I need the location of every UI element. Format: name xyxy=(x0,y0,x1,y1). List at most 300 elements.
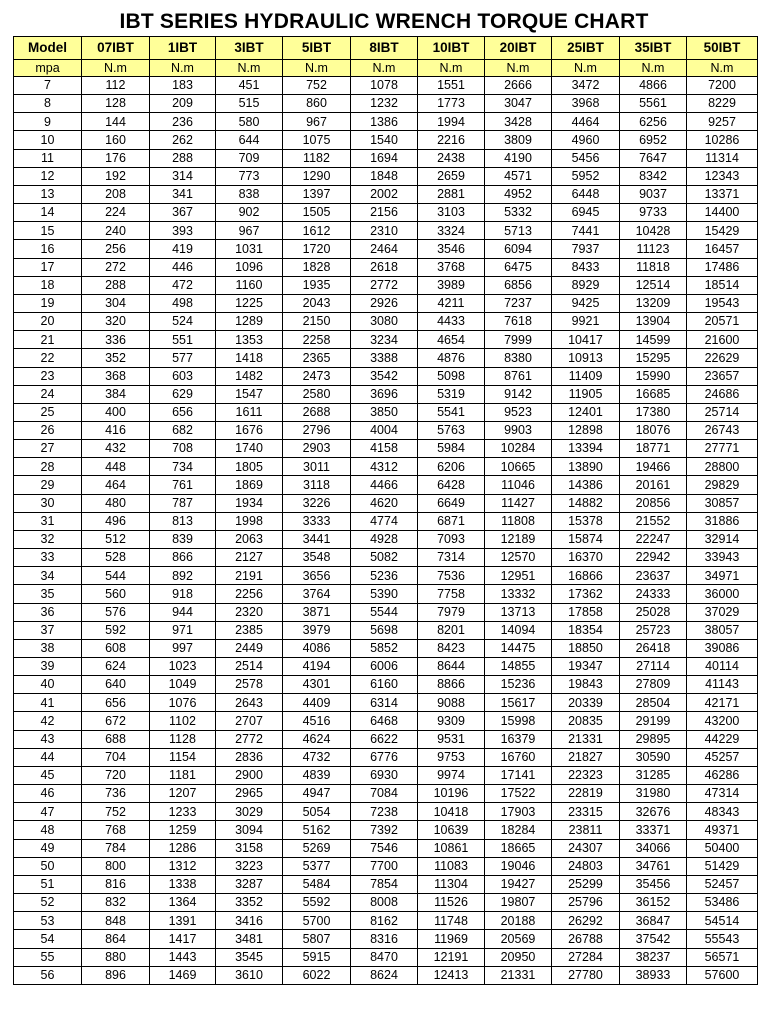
torque-cell: 892 xyxy=(150,567,216,585)
torque-cell: 6856 xyxy=(485,276,552,294)
torque-cell: 8162 xyxy=(351,912,418,930)
torque-cell: 27780 xyxy=(552,966,620,984)
pressure-cell: 12 xyxy=(14,167,82,185)
table-row xyxy=(14,276,758,294)
torque-cell: 11123 xyxy=(620,240,687,258)
torque-cell: 20161 xyxy=(620,476,687,494)
torque-cell: 860 xyxy=(283,95,351,113)
table-row xyxy=(14,894,758,912)
torque-cell: 288 xyxy=(82,276,150,294)
torque-cell: 2256 xyxy=(216,585,283,603)
column-header: 10IBT xyxy=(418,37,485,60)
torque-cell: 11409 xyxy=(552,367,620,385)
torque-cell: 3696 xyxy=(351,385,418,403)
torque-cell: 208 xyxy=(82,185,150,203)
torque-cell: 967 xyxy=(216,222,283,240)
torque-cell: 11427 xyxy=(485,494,552,512)
torque-cell: 33943 xyxy=(687,549,758,567)
torque-cell: 848 xyxy=(82,912,150,930)
torque-cell: 7854 xyxy=(351,875,418,893)
torque-cell: 18771 xyxy=(620,440,687,458)
torque-cell: 4952 xyxy=(485,185,552,203)
torque-cell: 1290 xyxy=(283,167,351,185)
pressure-cell: 56 xyxy=(14,966,82,984)
torque-cell: 20339 xyxy=(552,694,620,712)
torque-cell: 4086 xyxy=(283,639,351,657)
pressure-cell: 28 xyxy=(14,458,82,476)
torque-cell: 6475 xyxy=(485,258,552,276)
torque-cell: 20856 xyxy=(620,494,687,512)
torque-cell: 656 xyxy=(150,403,216,421)
table-row xyxy=(14,403,758,421)
torque-cell: 6622 xyxy=(351,730,418,748)
column-header: 07IBT xyxy=(82,37,150,60)
table-row xyxy=(14,95,758,113)
torque-cell: 10286 xyxy=(687,131,758,149)
torque-cell: 2385 xyxy=(216,621,283,639)
torque-cell: 14386 xyxy=(552,476,620,494)
torque-cell: 144 xyxy=(82,113,150,131)
torque-cell: 2127 xyxy=(216,549,283,567)
torque-cell: 496 xyxy=(82,512,150,530)
torque-cell: 1469 xyxy=(150,966,216,984)
torque-cell: 2438 xyxy=(418,149,485,167)
torque-cell: 7536 xyxy=(418,567,485,585)
torque-cell: 36152 xyxy=(620,894,687,912)
torque-cell: 480 xyxy=(82,494,150,512)
column-header: 35IBT xyxy=(620,37,687,60)
column-header: 50IBT xyxy=(687,37,758,60)
header-row xyxy=(14,37,758,60)
torque-cell: 512 xyxy=(82,530,150,548)
torque-cell: 9309 xyxy=(418,712,485,730)
torque-cell: 2836 xyxy=(216,748,283,766)
torque-cell: 7392 xyxy=(351,821,418,839)
torque-cell: 688 xyxy=(82,730,150,748)
torque-cell: 9921 xyxy=(552,313,620,331)
torque-cell: 40114 xyxy=(687,658,758,676)
torque-cell: 5332 xyxy=(485,204,552,222)
torque-cell: 3441 xyxy=(283,530,351,548)
torque-cell: 682 xyxy=(150,421,216,439)
table-row xyxy=(14,131,758,149)
torque-cell: 47314 xyxy=(687,785,758,803)
torque-cell: 12401 xyxy=(552,403,620,421)
torque-cell: 17362 xyxy=(552,585,620,603)
table-row xyxy=(14,512,758,530)
pressure-cell: 39 xyxy=(14,658,82,676)
torque-cell: 2659 xyxy=(418,167,485,185)
torque-cell: 19843 xyxy=(552,676,620,694)
torque-cell: 4194 xyxy=(283,658,351,676)
torque-cell: 2772 xyxy=(351,276,418,294)
torque-cell: 4464 xyxy=(552,113,620,131)
pressure-cell: 46 xyxy=(14,785,82,803)
column-header: 3IBT xyxy=(216,37,283,60)
torque-cell: 5807 xyxy=(283,930,351,948)
torque-cell: 7700 xyxy=(351,857,418,875)
torque-cell: 11969 xyxy=(418,930,485,948)
torque-cell: 3080 xyxy=(351,313,418,331)
torque-cell: 11526 xyxy=(418,894,485,912)
pressure-cell: 54 xyxy=(14,930,82,948)
torque-cell: 367 xyxy=(150,204,216,222)
pressure-cell: 18 xyxy=(14,276,82,294)
torque-cell: 4312 xyxy=(351,458,418,476)
torque-cell: 14855 xyxy=(485,658,552,676)
torque-cell: 5952 xyxy=(552,167,620,185)
torque-cell: 24686 xyxy=(687,385,758,403)
torque-cell: 17380 xyxy=(620,403,687,421)
torque-cell: 4004 xyxy=(351,421,418,439)
pressure-cell: 49 xyxy=(14,839,82,857)
torque-cell: 34761 xyxy=(620,857,687,875)
torque-cell: 4409 xyxy=(283,694,351,712)
torque-cell: 13209 xyxy=(620,294,687,312)
torque-cell: 5390 xyxy=(351,585,418,603)
pressure-cell: 34 xyxy=(14,567,82,585)
torque-cell: 15236 xyxy=(485,676,552,694)
torque-cell: 36847 xyxy=(620,912,687,930)
torque-cell: 544 xyxy=(82,567,150,585)
torque-cell: 4866 xyxy=(620,77,687,95)
table-row xyxy=(14,258,758,276)
torque-cell: 11808 xyxy=(485,512,552,530)
pressure-cell: 7 xyxy=(14,77,82,95)
pressure-cell: 32 xyxy=(14,530,82,548)
torque-cell: 46286 xyxy=(687,766,758,784)
torque-cell: 1338 xyxy=(150,875,216,893)
torque-cell: 6871 xyxy=(418,512,485,530)
torque-cell: 31980 xyxy=(620,785,687,803)
torque-cell: 4301 xyxy=(283,676,351,694)
torque-cell: 22247 xyxy=(620,530,687,548)
torque-cell: 176 xyxy=(82,149,150,167)
torque-cell: 515 xyxy=(216,95,283,113)
unit-label-torque: N.m xyxy=(150,60,216,77)
torque-cell: 11304 xyxy=(418,875,485,893)
torque-cell: 26743 xyxy=(687,421,758,439)
torque-cell: 13394 xyxy=(552,440,620,458)
table-row xyxy=(14,875,758,893)
torque-cell: 5236 xyxy=(351,567,418,585)
pressure-cell: 19 xyxy=(14,294,82,312)
torque-cell: 7999 xyxy=(485,331,552,349)
torque-cell: 6649 xyxy=(418,494,485,512)
torque-cell: 368 xyxy=(82,367,150,385)
torque-cell: 48343 xyxy=(687,803,758,821)
torque-cell: 4876 xyxy=(418,349,485,367)
torque-cell: 1551 xyxy=(418,77,485,95)
torque-cell: 314 xyxy=(150,167,216,185)
torque-cell: 15990 xyxy=(620,367,687,385)
torque-cell: 11046 xyxy=(485,476,552,494)
torque-cell: 1547 xyxy=(216,385,283,403)
torque-cell: 128 xyxy=(82,95,150,113)
torque-cell: 17522 xyxy=(485,785,552,803)
torque-cell: 1998 xyxy=(216,512,283,530)
torque-cell: 112 xyxy=(82,77,150,95)
torque-cell: 45257 xyxy=(687,748,758,766)
torque-cell: 54514 xyxy=(687,912,758,930)
torque-cell: 272 xyxy=(82,258,150,276)
torque-cell: 1391 xyxy=(150,912,216,930)
table-row xyxy=(14,621,758,639)
torque-cell: 787 xyxy=(150,494,216,512)
torque-cell: 35456 xyxy=(620,875,687,893)
torque-cell: 3333 xyxy=(283,512,351,530)
torque-cell: 5456 xyxy=(552,149,620,167)
torque-cell: 5984 xyxy=(418,440,485,458)
torque-cell: 9257 xyxy=(687,113,758,131)
torque-cell: 2514 xyxy=(216,658,283,676)
torque-cell: 5377 xyxy=(283,857,351,875)
torque-cell: 5484 xyxy=(283,875,351,893)
torque-cell: 9425 xyxy=(552,294,620,312)
torque-cell: 19347 xyxy=(552,658,620,676)
table-row xyxy=(14,966,758,984)
torque-cell: 1417 xyxy=(150,930,216,948)
torque-cell: 41143 xyxy=(687,676,758,694)
torque-cell: 1612 xyxy=(283,222,351,240)
pressure-cell: 8 xyxy=(14,95,82,113)
torque-cell: 13332 xyxy=(485,585,552,603)
torque-cell: 997 xyxy=(150,639,216,657)
torque-cell: 7314 xyxy=(418,549,485,567)
torque-cell: 866 xyxy=(150,549,216,567)
torque-cell: 2578 xyxy=(216,676,283,694)
pressure-cell: 16 xyxy=(14,240,82,258)
torque-cell: 1128 xyxy=(150,730,216,748)
torque-cell: 34971 xyxy=(687,567,758,585)
table-row xyxy=(14,240,758,258)
pressure-cell: 37 xyxy=(14,621,82,639)
table-row xyxy=(14,549,758,567)
torque-cell: 4211 xyxy=(418,294,485,312)
torque-cell: 5915 xyxy=(283,948,351,966)
torque-cell: 1994 xyxy=(418,113,485,131)
table-row xyxy=(14,494,758,512)
unit-label-torque: N.m xyxy=(351,60,418,77)
pressure-cell: 36 xyxy=(14,603,82,621)
torque-cell: 9142 xyxy=(485,385,552,403)
unit-label-torque: N.m xyxy=(485,60,552,77)
torque-cell: 5319 xyxy=(418,385,485,403)
torque-cell: 5098 xyxy=(418,367,485,385)
torque-cell: 1076 xyxy=(150,694,216,712)
torque-cell: 3764 xyxy=(283,585,351,603)
torque-cell: 629 xyxy=(150,385,216,403)
torque-cell: 416 xyxy=(82,421,150,439)
torque-cell: 12570 xyxy=(485,549,552,567)
table-row xyxy=(14,785,758,803)
torque-cell: 4620 xyxy=(351,494,418,512)
torque-cell: 2643 xyxy=(216,694,283,712)
torque-cell: 14882 xyxy=(552,494,620,512)
table-row xyxy=(14,676,758,694)
torque-cell: 1482 xyxy=(216,367,283,385)
table-row xyxy=(14,113,758,131)
torque-cell: 1397 xyxy=(283,185,351,203)
torque-cell: 528 xyxy=(82,549,150,567)
torque-cell: 27771 xyxy=(687,440,758,458)
torque-cell: 971 xyxy=(150,621,216,639)
pressure-cell: 15 xyxy=(14,222,82,240)
torque-cell: 432 xyxy=(82,440,150,458)
torque-cell: 813 xyxy=(150,512,216,530)
torque-cell: 19466 xyxy=(620,458,687,476)
torque-cell: 10861 xyxy=(418,839,485,857)
unit-label-torque: N.m xyxy=(283,60,351,77)
pressure-cell: 52 xyxy=(14,894,82,912)
column-header: 8IBT xyxy=(351,37,418,60)
torque-cell: 3979 xyxy=(283,621,351,639)
torque-cell: 2473 xyxy=(283,367,351,385)
torque-cell: 2365 xyxy=(283,349,351,367)
torque-cell: 16379 xyxy=(485,730,552,748)
torque-cell: 5269 xyxy=(283,839,351,857)
pressure-cell: 33 xyxy=(14,549,82,567)
unit-label-torque: N.m xyxy=(620,60,687,77)
torque-cell: 18665 xyxy=(485,839,552,857)
torque-cell: 16685 xyxy=(620,385,687,403)
torque-cell: 1078 xyxy=(351,77,418,95)
torque-cell: 13371 xyxy=(687,185,758,203)
torque-cell: 4732 xyxy=(283,748,351,766)
torque-cell: 2043 xyxy=(283,294,351,312)
torque-cell: 2707 xyxy=(216,712,283,730)
table-row xyxy=(14,185,758,203)
torque-cell: 12951 xyxy=(485,567,552,585)
torque-cell: 8316 xyxy=(351,930,418,948)
torque-cell: 18514 xyxy=(687,276,758,294)
torque-cell: 29829 xyxy=(687,476,758,494)
torque-cell: 15378 xyxy=(552,512,620,530)
pressure-cell: 9 xyxy=(14,113,82,131)
torque-cell: 736 xyxy=(82,785,150,803)
table-row xyxy=(14,912,758,930)
torque-cell: 17903 xyxy=(485,803,552,821)
torque-cell: 20835 xyxy=(552,712,620,730)
torque-cell: 704 xyxy=(82,748,150,766)
torque-cell: 3542 xyxy=(351,367,418,385)
torque-cell: 8342 xyxy=(620,167,687,185)
torque-cell: 23637 xyxy=(620,567,687,585)
torque-cell: 4654 xyxy=(418,331,485,349)
unit-label-torque: N.m xyxy=(687,60,758,77)
torque-cell: 24803 xyxy=(552,857,620,875)
torque-cell: 16457 xyxy=(687,240,758,258)
torque-cell: 734 xyxy=(150,458,216,476)
table-row xyxy=(14,385,758,403)
torque-cell: 2900 xyxy=(216,766,283,784)
torque-cell: 9733 xyxy=(620,204,687,222)
torque-cell: 1075 xyxy=(283,131,351,149)
torque-cell: 15617 xyxy=(485,694,552,712)
torque-cell: 2216 xyxy=(418,131,485,149)
torque-cell: 36000 xyxy=(687,585,758,603)
table-row xyxy=(14,421,758,439)
table-row xyxy=(14,294,758,312)
torque-cell: 896 xyxy=(82,966,150,984)
torque-cell: 551 xyxy=(150,331,216,349)
torque-cell: 1353 xyxy=(216,331,283,349)
torque-cell: 28504 xyxy=(620,694,687,712)
torque-cell: 2063 xyxy=(216,530,283,548)
torque-cell: 1505 xyxy=(283,204,351,222)
torque-cell: 560 xyxy=(82,585,150,603)
torque-cell: 709 xyxy=(216,149,283,167)
torque-cell: 7758 xyxy=(418,585,485,603)
torque-cell: 1805 xyxy=(216,458,283,476)
torque-cell: 15429 xyxy=(687,222,758,240)
chart-title: IBT SERIES HYDRAULIC WRENCH TORQUE CHART xyxy=(119,10,649,33)
pressure-cell: 45 xyxy=(14,766,82,784)
pressure-cell: 41 xyxy=(14,694,82,712)
torque-cell: 10428 xyxy=(620,222,687,240)
torque-cell: 3103 xyxy=(418,204,485,222)
torque-cell: 18076 xyxy=(620,421,687,439)
torque-cell: 30857 xyxy=(687,494,758,512)
torque-cell: 1232 xyxy=(351,95,418,113)
torque-cell: 577 xyxy=(150,349,216,367)
torque-cell: 13890 xyxy=(552,458,620,476)
torque-cell: 44229 xyxy=(687,730,758,748)
torque-cell: 37542 xyxy=(620,930,687,948)
torque-cell: 6945 xyxy=(552,204,620,222)
torque-cell: 33371 xyxy=(620,821,687,839)
table-row xyxy=(14,839,758,857)
torque-cell: 6206 xyxy=(418,458,485,476)
torque-cell: 5162 xyxy=(283,821,351,839)
torque-cell: 2464 xyxy=(351,240,418,258)
torque-cell: 3481 xyxy=(216,930,283,948)
torque-cell: 9974 xyxy=(418,766,485,784)
torque-cell: 1182 xyxy=(283,149,351,167)
torque-cell: 24333 xyxy=(620,585,687,603)
torque-cell: 1023 xyxy=(150,658,216,676)
pressure-cell: 21 xyxy=(14,331,82,349)
torque-cell: 304 xyxy=(82,294,150,312)
torque-cell: 25714 xyxy=(687,403,758,421)
pressure-cell: 17 xyxy=(14,258,82,276)
torque-cell: 37029 xyxy=(687,603,758,621)
torque-cell: 12191 xyxy=(418,948,485,966)
unit-label-torque: N.m xyxy=(418,60,485,77)
torque-cell: 183 xyxy=(150,77,216,95)
pressure-cell: 27 xyxy=(14,440,82,458)
torque-cell: 256 xyxy=(82,240,150,258)
torque-cell: 29199 xyxy=(620,712,687,730)
torque-cell: 2688 xyxy=(283,403,351,421)
table-row xyxy=(14,530,758,548)
torque-cell: 19807 xyxy=(485,894,552,912)
torque-cell: 7084 xyxy=(351,785,418,803)
torque-cell: 50400 xyxy=(687,839,758,857)
torque-cell: 592 xyxy=(82,621,150,639)
torque-cell: 288 xyxy=(150,149,216,167)
torque-cell: 3545 xyxy=(216,948,283,966)
torque-cell: 800 xyxy=(82,857,150,875)
torque-cell: 2903 xyxy=(283,440,351,458)
torque-cell: 12514 xyxy=(620,276,687,294)
torque-cell: 15295 xyxy=(620,349,687,367)
torque-cell: 21827 xyxy=(552,748,620,766)
torque-cell: 9523 xyxy=(485,403,552,421)
column-header: 1IBT xyxy=(150,37,216,60)
torque-cell: 34066 xyxy=(620,839,687,857)
torque-cell: 25796 xyxy=(552,894,620,912)
